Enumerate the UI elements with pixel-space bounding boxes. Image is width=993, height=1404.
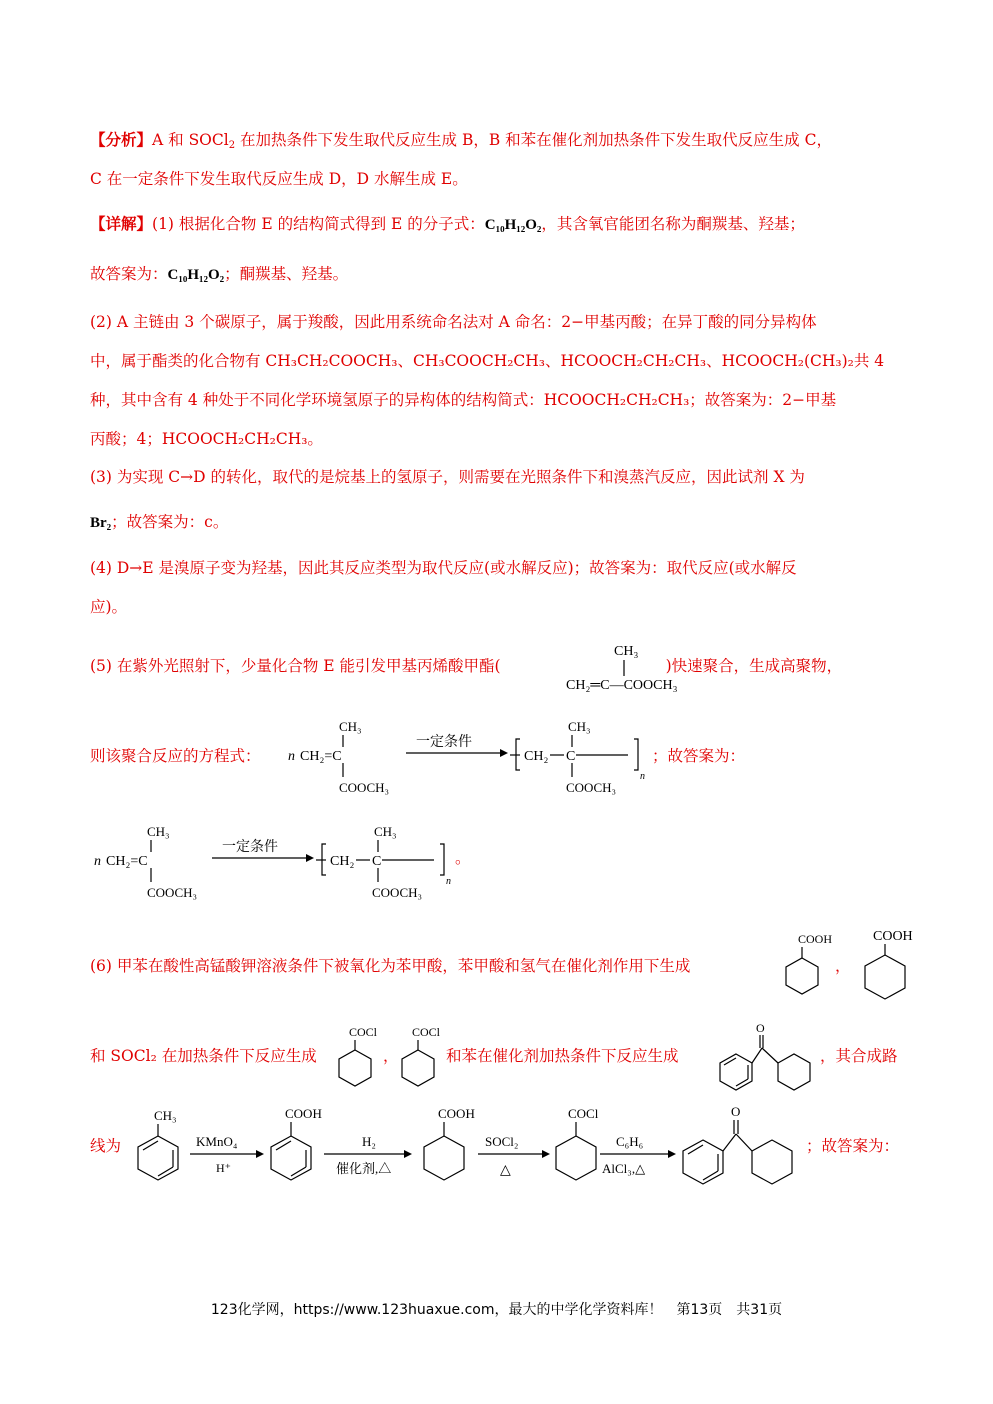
svg-text:AlCl₃,△: AlCl₃,△ — [602, 1161, 646, 1176]
svg-text:COOH: COOH — [798, 932, 833, 946]
q2-line-3: 种，其中含有 4 种处于不同化学环境氢原子的异构体的结构简式：HCOOCH₂CH₂CH₃；故答案为：2−甲基 — [90, 391, 837, 409]
q6-comma-2: ， — [383, 1047, 399, 1065]
svg-text:n: n — [446, 876, 451, 887]
cyclohexyl-phenyl-ketone-small — [712, 1018, 822, 1090]
svg-text:COOH: COOH — [285, 1106, 322, 1121]
svg-text:CH₃: CH₃ — [339, 719, 362, 734]
q2-line-4: 丙酸；4；HCOOCH₂CH₂CH₃。 — [90, 430, 323, 448]
q6-comma-1: ， — [835, 957, 851, 975]
svg-text:CH₃: CH₃ — [147, 824, 170, 839]
svg-text:COOCH₃: COOCH₃ — [339, 780, 390, 795]
cyclohexanecarboxylic-acid-small — [780, 928, 840, 998]
svg-text:C: C — [372, 854, 382, 869]
svg-text:COCl: COCl — [568, 1106, 599, 1121]
polymerization-equation-2 — [94, 820, 474, 905]
q5-line-1: (5) 在紫外光照射下，少量化合物 E 能引发甲基丙烯酸甲酯( )快速聚合，生成高聚物， — [90, 657, 843, 675]
reagent-formula: Br₂ — [90, 515, 112, 531]
analysis-label: 【分析】 — [90, 130, 153, 149]
mma-main: CH₂═C—COOCH₃ — [566, 678, 678, 693]
svg-text:C₆H₆: C₆H₆ — [616, 1134, 644, 1149]
q6-line-2b: 和苯在催化剂加热条件下反应生成 — [446, 1047, 679, 1065]
svg-text:COOH: COOH — [873, 929, 913, 944]
svg-text:n: n — [94, 854, 101, 869]
q3-line-1: (3) 为实现 C→D 的转化，取代的是烷基上的氢原子，则需要在光照条件下和溴蒸汽反应，因此试剂 X 为 — [90, 468, 805, 486]
svg-text:COCl: COCl — [349, 1025, 378, 1039]
svg-text:CH₂=C: CH₂=C — [106, 854, 148, 869]
q6-line-2a: 和 SOCl₂ 在加热条件下反应生成 — [90, 1047, 317, 1065]
molecular-formula-answer: C₁₀H₁₂O₂ — [167, 267, 225, 283]
svg-text:△: △ — [500, 1163, 511, 1178]
synthesis-route — [128, 1100, 828, 1195]
svg-text:CH₃: CH₃ — [154, 1108, 177, 1123]
q5-end: 。 — [455, 849, 471, 867]
svg-text:KMnO₄: KMnO₄ — [196, 1134, 238, 1149]
mma-structure — [560, 636, 725, 696]
svg-text:COOCH₃: COOCH₃ — [372, 885, 423, 900]
q6-line-1: (6) 甲苯在酸性高锰酸钾溶液条件下被氧化为苯甲酸，苯甲酸和氢气在催化剂作用下生成 — [90, 957, 691, 975]
q5-line-2a: 则该聚合反应的方程式： — [90, 747, 261, 765]
q6-line-3a: 线为 — [90, 1137, 122, 1155]
page-footer: 123化学网，https://www.123huaxue.com，最大的中学化学资料库！ 第13页 共31页 — [210, 1302, 783, 1318]
cyclohexanecarboxylic-acid — [855, 925, 925, 1005]
q3-line-2: Br₂；故答案为：c。 — [90, 513, 229, 531]
detail-line-1: 【详解】(1) 根据化合物 E 的结构简式得到 E 的分子式：C₁₀H₁₂O₂，其含氧官能团名称为酮羰基、羟基； — [90, 214, 805, 233]
svg-text:SOCl₂: SOCl₂ — [485, 1134, 519, 1149]
q4-line-2: 应)。 — [90, 598, 128, 616]
svg-text:C: C — [566, 749, 576, 764]
svg-text:CH₂: CH₂ — [330, 854, 355, 869]
q2-line-1: (2) A 主链由 3 个碳原子，属于羧酸，因此用系统命名法对 A 命名：2−甲基丙酸；在异丁酸的同分异构体 — [90, 313, 817, 331]
molecular-formula: C₁₀H₁₂O₂ — [484, 217, 542, 233]
cyclohexanecarbonyl-chloride-2 — [398, 1022, 448, 1092]
q4-line-1: (4) D→E 是溴原子变为羟基，因此其反应类型为取代反应(或水解反应)；故答案为：取代反应(或水解反 — [90, 559, 797, 577]
svg-text:n: n — [640, 771, 645, 782]
mma-ch3: CH₃ — [614, 644, 639, 659]
svg-text:H₂: H₂ — [362, 1134, 376, 1149]
q6-line-3b: ；故答案为： — [806, 1137, 900, 1155]
svg-text:CH₃: CH₃ — [568, 719, 591, 734]
svg-text:一定条件: 一定条件 — [222, 840, 278, 855]
svg-text:一定条件: 一定条件 — [416, 735, 472, 750]
analysis-line-1: 【分析】A 和 SOCl$_2$ 在加热条件下发生取代反应生成 B，B 和苯在催化剂加热条件下发生取代反应生成 C， — [90, 130, 832, 151]
svg-text:CH₃: CH₃ — [374, 824, 397, 839]
svg-text:COCl: COCl — [412, 1025, 441, 1039]
svg-text:COOH: COOH — [438, 1106, 475, 1121]
svg-text:O: O — [731, 1104, 741, 1119]
detail-label: 【详解】 — [90, 214, 153, 233]
svg-text:n: n — [288, 749, 295, 764]
svg-text:H⁺: H⁺ — [216, 1161, 231, 1175]
q2-line-2: 中，属于酯类的化合物有 CH₃CH₂COOCH₃、CH₃COOCH₂CH₃、HCOOCH₂CH₂CH₃、HCOOCH₂(CH₃)₂共 4 — [90, 352, 885, 370]
q6-line-2c: ，其合成路 — [820, 1047, 898, 1065]
detail-line-2: 故答案为：C₁₀H₁₂O₂；酮羰基、羟基。 — [90, 265, 349, 283]
svg-text:O: O — [756, 1021, 765, 1035]
svg-text:CH₂: CH₂ — [524, 749, 549, 764]
svg-text:COOCH₃: COOCH₃ — [147, 885, 198, 900]
analysis-line-2: C 在一定条件下发生取代反应生成 D，D 水解生成 E。 — [90, 170, 468, 188]
svg-text:COOCH₃: COOCH₃ — [566, 780, 617, 795]
polymerization-equation-1 — [288, 715, 658, 800]
cyclohexanecarbonyl-chloride-1 — [335, 1022, 385, 1092]
q5-line-2b: ；故答案为： — [652, 747, 746, 765]
svg-text:CH₂=C: CH₂=C — [300, 749, 342, 764]
svg-text:催化剂,△: 催化剂,△ — [336, 1161, 392, 1176]
